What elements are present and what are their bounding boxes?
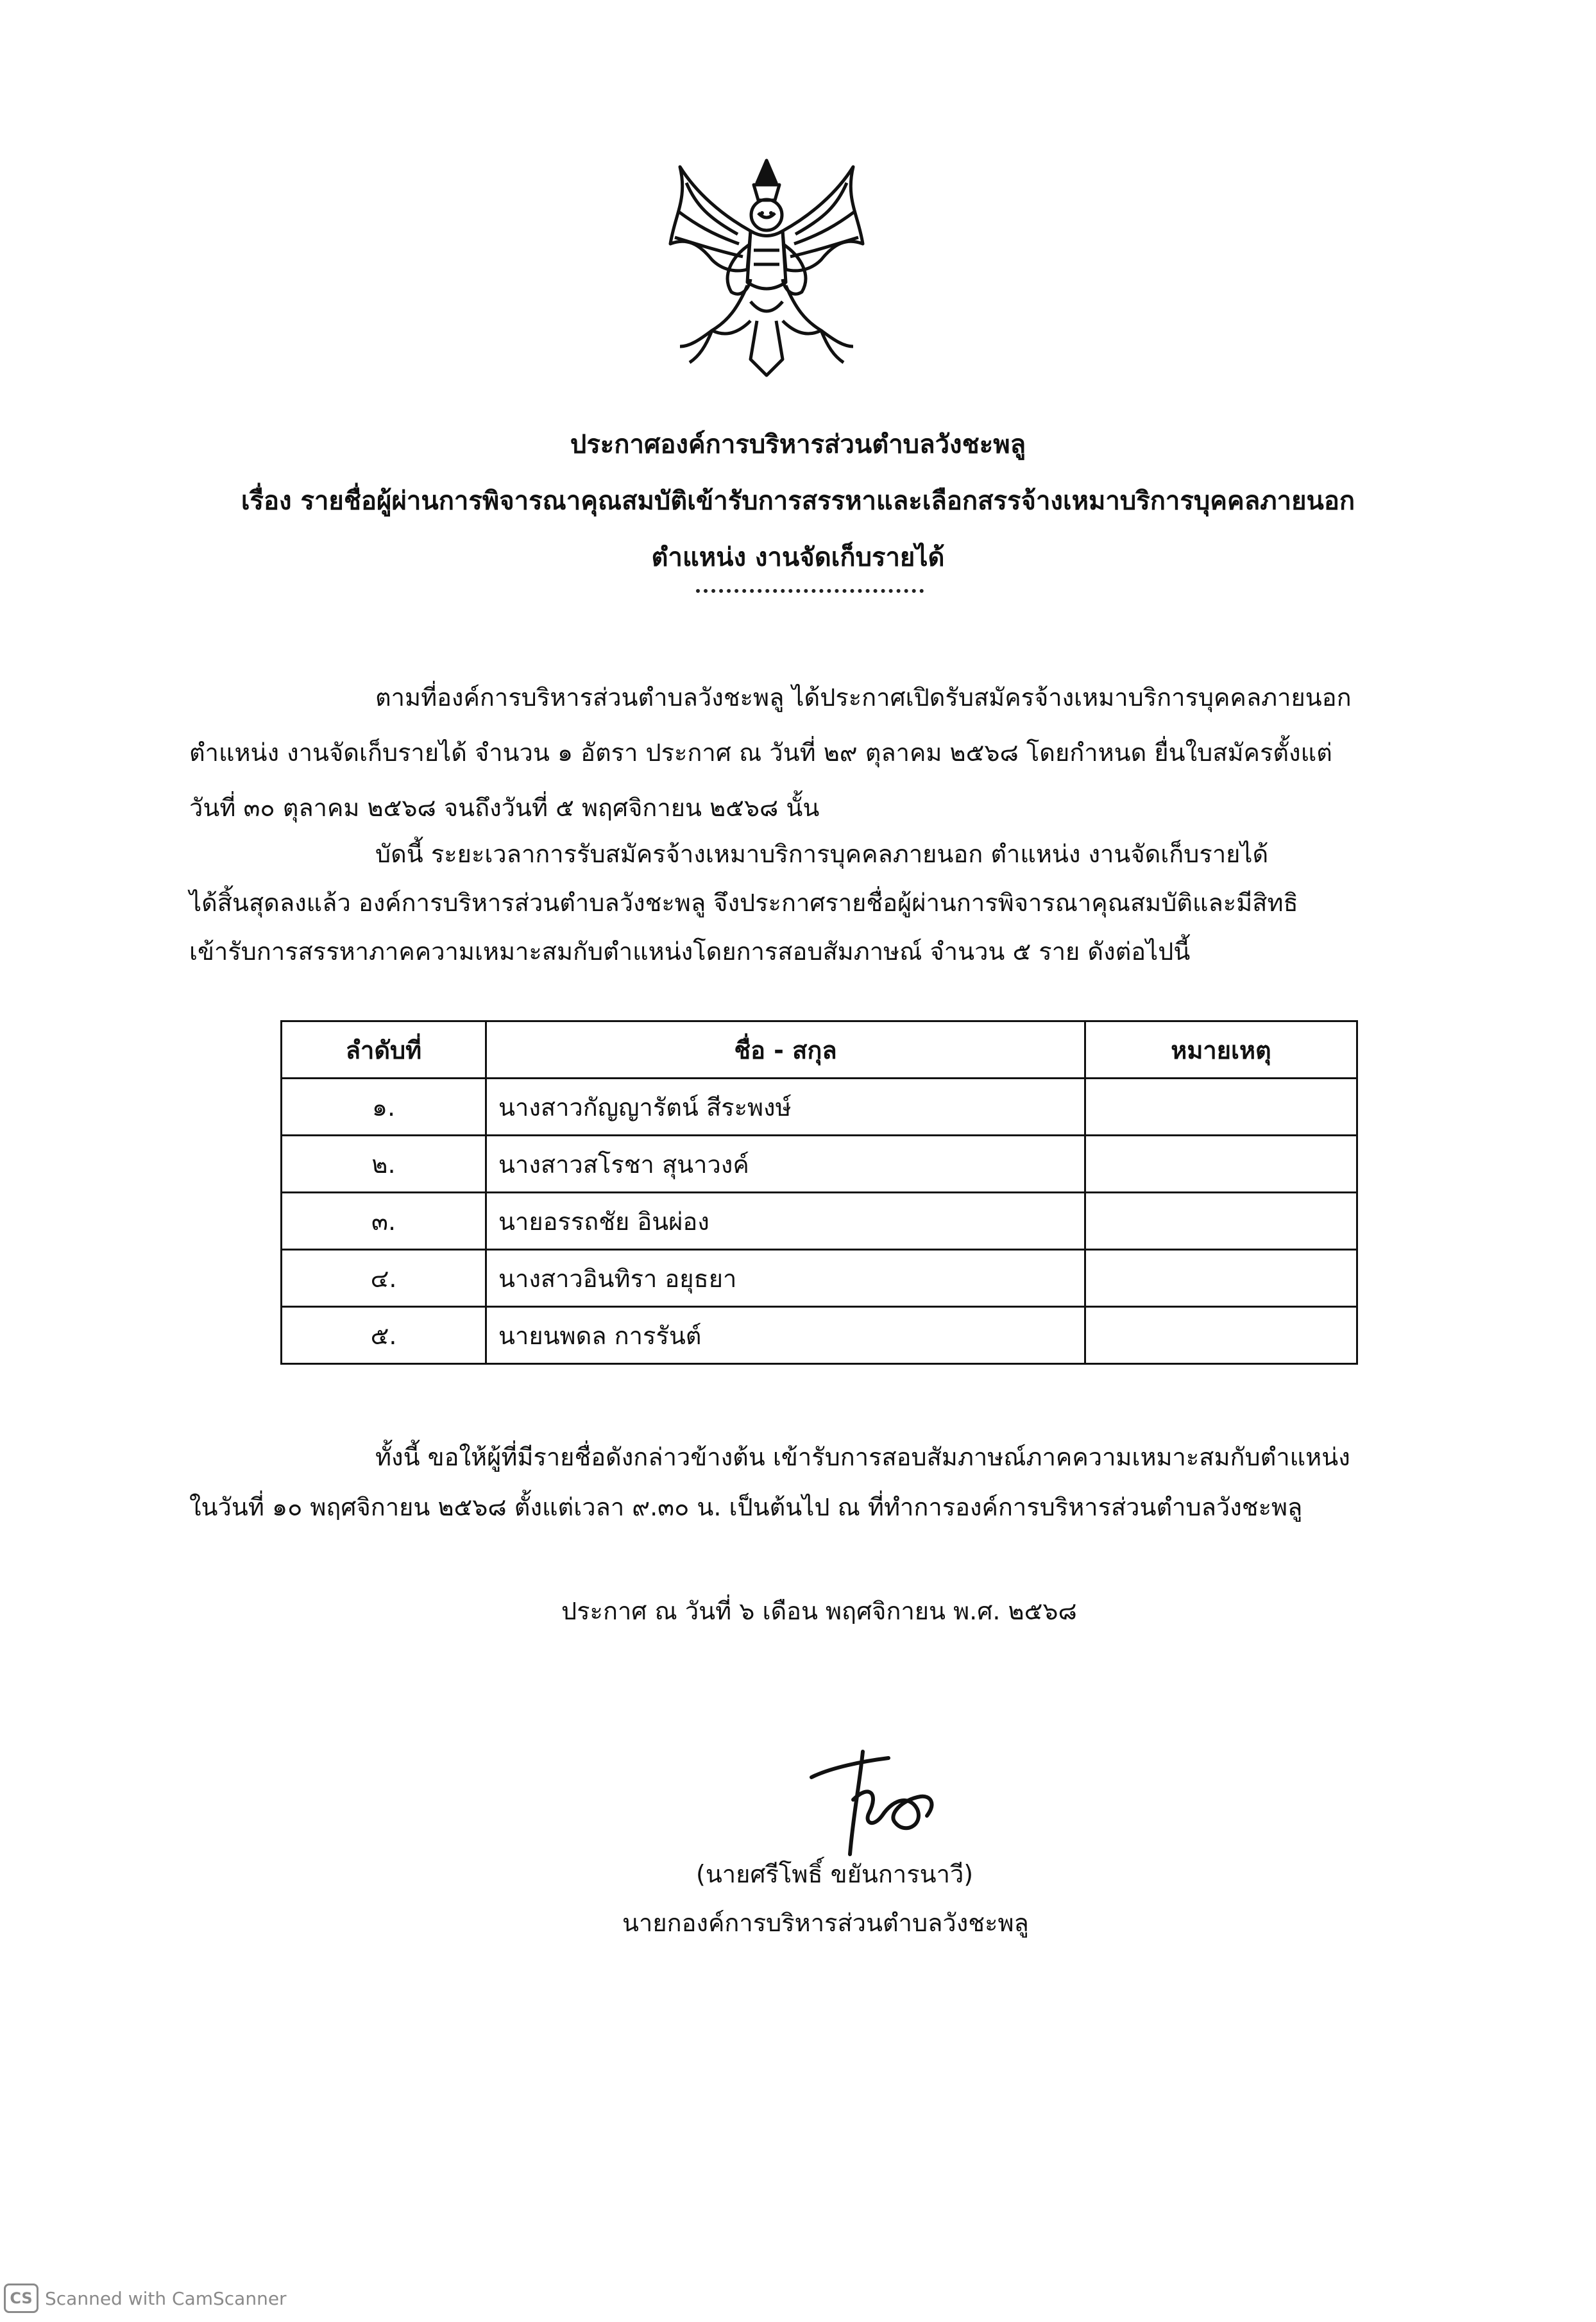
position-line: ตำแหน่ง งานจัดเก็บรายได้: [651, 543, 945, 572]
row-note: [1085, 1250, 1357, 1307]
row-number: ๔.: [282, 1250, 486, 1307]
row-note: [1085, 1079, 1357, 1136]
candidate-table: [280, 1020, 1358, 1365]
paragraph-2-line-1: บัดนี้ ระยะเวลาการรับสมัครจ้างเหมาบริการบุคคลภายนอก ตำแหน่ง งานจัดเก็บรายได้: [375, 840, 1269, 868]
subject-line: เรื่อง รายชื่อผู้ผ่านการพิจารณาคุณสมบัติเข้ารับการสรรหาและเลือกสรรจ้างเหมาบริการบุคคลภายนอก: [241, 486, 1355, 516]
camscanner-logo-icon: CS: [4, 2284, 38, 2313]
table-row: [282, 1136, 1357, 1193]
table-row: [282, 1250, 1357, 1307]
row-name: นายนพดล การรันต์: [486, 1307, 1085, 1364]
row-number: ๑.: [282, 1079, 486, 1136]
paragraph-2-line-3: เข้ารับการสรรหาภาคความเหมาะสมกับตำแหน่งโดยการสอบสัมภาษณ์ จำนวน ๕ ราย ดังต่อไปนี้: [189, 937, 1191, 966]
garuda-emblem: [661, 154, 872, 385]
header-order: ลำดับที่: [282, 1021, 486, 1079]
header-note: หมายเหตุ: [1085, 1021, 1357, 1079]
paragraph-1-line-1: ตามที่องค์การบริหารส่วนตำบลวังชะพลู ได้ประกาศเปิดรับสมัครจ้างเหมาบริการบุคคลภายนอก: [375, 683, 1352, 712]
row-name: นางสาวสโรชา สุนาวงค์: [486, 1136, 1085, 1193]
row-name: นางสาวอินทิรา อยุธยา: [486, 1250, 1085, 1307]
table-header-row: [282, 1021, 1357, 1079]
paragraph-1-line-2: ตำแหน่ง งานจัดเก็บรายได้ จำนวน ๑ อัตรา ประกาศ ณ วันที่ ๒๙ ตุลาคม ๒๕๖๘ โดยกำหนด ยื่นใบสมัครตั้งแต่: [189, 738, 1332, 767]
closing-line-1: ทั้งนี้ ขอให้ผู้ที่มีรายชื่อดังกล่าวข้างต้น เข้ารับการสอบสัมภาษณ์ภาคความเหมาะสมกับตำแหน่ง: [375, 1443, 1350, 1471]
signatory-title: นายกองค์การบริหารส่วนตำบลวังชะพลู: [622, 1909, 1029, 1937]
announcement-date: ประกาศ ณ วันที่ ๖ เดือน พฤศจิกายน พ.ศ. ๒๕๖๘: [561, 1597, 1077, 1625]
row-note: [1085, 1307, 1357, 1364]
table-row: [282, 1193, 1357, 1250]
header-name: ชื่อ - สกุล: [486, 1021, 1085, 1079]
row-note: [1085, 1136, 1357, 1193]
paragraph-1-line-3: วันที่ ๓๐ ตุลาคม ๒๕๖๘ จนถึงวันที่ ๕ พฤศจิกายน ๒๕๖๘ นั้น: [189, 794, 820, 822]
closing-line-2: ในวันที่ ๑๐ พฤศจิกายน ๒๕๖๘ ตั้งแต่เวลา ๙.๓๐ น. เป็นต้นไป ณ ที่ทำการองค์การบริหารส่วนตำบลวังชะพลู: [189, 1493, 1303, 1521]
table-row: [282, 1079, 1357, 1136]
scanner-text: Scanned with CamScanner: [45, 2287, 287, 2309]
dotted-divider: [696, 589, 924, 593]
handwritten-signature: [792, 1732, 946, 1861]
scanner-watermark: [4, 2284, 287, 2313]
signatory-name: (นายศรีโพธิ์ ขยันการนาวี): [696, 1860, 974, 1888]
org-title: ประกาศองค์การบริหารส่วนตำบลวังชะพลู: [570, 430, 1026, 459]
row-note: [1085, 1193, 1357, 1250]
row-number: ๕.: [282, 1307, 486, 1364]
row-number: ๒.: [282, 1136, 486, 1193]
row-name: นายอรรถชัย อินผ่อง: [486, 1193, 1085, 1250]
row-name: นางสาวกัญญารัตน์ สีระพงษ์: [486, 1079, 1085, 1136]
paragraph-2-line-2: ได้สิ้นสุดลงแล้ว องค์การบริหารส่วนตำบลวังชะพลู จึงประกาศรายชื่อผู้ผ่านการพิจารณาคุณสมบัติและมีสิทธิ: [189, 889, 1298, 917]
row-number: ๓.: [282, 1193, 486, 1250]
table-row: [282, 1307, 1357, 1364]
